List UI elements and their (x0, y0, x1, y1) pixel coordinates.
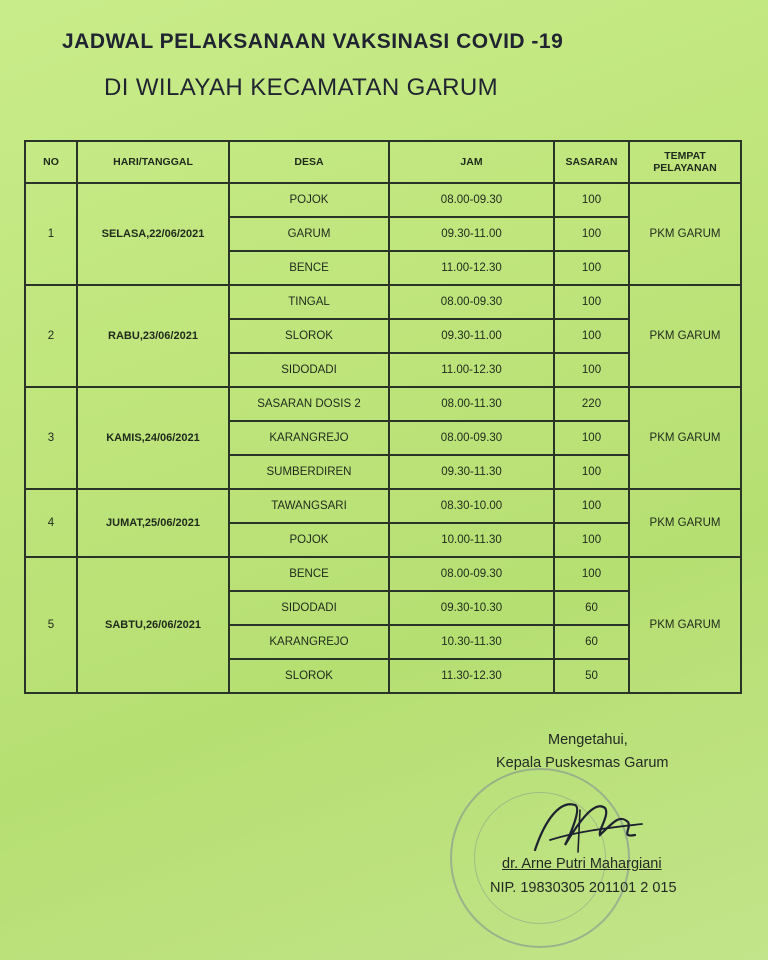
header-sasaran: SASARAN (554, 141, 629, 183)
cell-sasaran: 60 (554, 591, 629, 625)
table-row (25, 489, 741, 523)
cell-sasaran: 100 (554, 557, 629, 591)
cell-desa: KARANGREJO (229, 421, 389, 455)
cell-sasaran: 220 (554, 387, 629, 421)
table-header-row (25, 141, 741, 183)
cell-no: 4 (25, 489, 77, 557)
cell-desa: GARUM (229, 217, 389, 251)
cell-sasaran: 60 (554, 625, 629, 659)
cell-jam: 10.00-11.30 (389, 523, 554, 557)
cell-no: 5 (25, 557, 77, 693)
mengetahui-label: Mengetahui, (548, 732, 628, 748)
cell-jam: 09.30-11.30 (389, 455, 554, 489)
cell-desa: SLOROK (229, 319, 389, 353)
cell-hari-tanggal: RABU,23/06/2021 (77, 285, 229, 387)
schedule-table (24, 140, 742, 694)
cell-sasaran: 50 (554, 659, 629, 693)
cell-jam: 09.30-11.00 (389, 217, 554, 251)
table-row (25, 557, 741, 591)
cell-jam: 08.30-10.00 (389, 489, 554, 523)
cell-no: 3 (25, 387, 77, 489)
cell-jam: 08.00-09.30 (389, 285, 554, 319)
cell-jam: 09.30-11.00 (389, 319, 554, 353)
cell-jam: 08.00-11.30 (389, 387, 554, 421)
document-title: JADWAL PELAKSANAAN VAKSINASI COVID -19 (62, 30, 564, 53)
cell-jam: 11.30-12.30 (389, 659, 554, 693)
cell-jam: 10.30-11.30 (389, 625, 554, 659)
cell-jam: 09.30-10.30 (389, 591, 554, 625)
header-no: NO (25, 141, 77, 183)
table-row (25, 285, 741, 319)
cell-sasaran: 100 (554, 421, 629, 455)
cell-desa: KARANGREJO (229, 625, 389, 659)
cell-no: 2 (25, 285, 77, 387)
cell-desa: SIDODADI (229, 353, 389, 387)
cell-sasaran: 100 (554, 285, 629, 319)
cell-sasaran: 100 (554, 251, 629, 285)
cell-sasaran: 100 (554, 455, 629, 489)
cell-desa: SLOROK (229, 659, 389, 693)
table-row (25, 183, 741, 217)
header-tempat-pelayanan (629, 141, 741, 183)
cell-sasaran: 100 (554, 183, 629, 217)
cell-sasaran: 100 (554, 217, 629, 251)
header-tempat-line1: TEMPAT (664, 150, 706, 162)
cell-hari-tanggal: JUMAT,25/06/2021 (77, 489, 229, 557)
header-jam: JAM (389, 141, 554, 183)
signer-nip: NIP. 19830305 201101 2 015 (490, 880, 677, 896)
cell-desa: TINGAL (229, 285, 389, 319)
cell-jam: 11.00-12.30 (389, 353, 554, 387)
cell-desa: SASARAN DOSIS 2 (229, 387, 389, 421)
cell-tempat: PKM GARUM (629, 183, 741, 285)
cell-desa: BENCE (229, 557, 389, 591)
cell-sasaran: 100 (554, 353, 629, 387)
signer-position: Kepala Puskesmas Garum (496, 755, 669, 771)
cell-desa: SIDODADI (229, 591, 389, 625)
cell-hari-tanggal: SABTU,26/06/2021 (77, 557, 229, 693)
cell-hari-tanggal: KAMIS,24/06/2021 (77, 387, 229, 489)
cell-jam: 11.00-12.30 (389, 251, 554, 285)
cell-jam: 08.00-09.30 (389, 421, 554, 455)
cell-sasaran: 100 (554, 523, 629, 557)
cell-desa: POJOK (229, 183, 389, 217)
header-tempat-line2: PELAYANAN (653, 162, 717, 174)
cell-jam: 08.00-09.30 (389, 557, 554, 591)
cell-sasaran: 100 (554, 319, 629, 353)
cell-desa: TAWANGSARI (229, 489, 389, 523)
header-desa: DESA (229, 141, 389, 183)
cell-no: 1 (25, 183, 77, 285)
cell-tempat: PKM GARUM (629, 285, 741, 387)
cell-hari-tanggal: SELASA,22/06/2021 (77, 183, 229, 285)
header-hari-tanggal: HARI/TANGGAL (77, 141, 229, 183)
cell-tempat: PKM GARUM (629, 387, 741, 489)
document-subtitle: DI WILAYAH KECAMATAN GARUM (104, 74, 498, 101)
cell-tempat: PKM GARUM (629, 489, 741, 557)
cell-desa: POJOK (229, 523, 389, 557)
table-row (25, 387, 741, 421)
cell-sasaran: 100 (554, 489, 629, 523)
cell-jam: 08.00-09.30 (389, 183, 554, 217)
cell-tempat: PKM GARUM (629, 557, 741, 693)
cell-desa: SUMBERDIREN (229, 455, 389, 489)
cell-desa: BENCE (229, 251, 389, 285)
signer-name: dr. Arne Putri Mahargiani (502, 856, 662, 872)
